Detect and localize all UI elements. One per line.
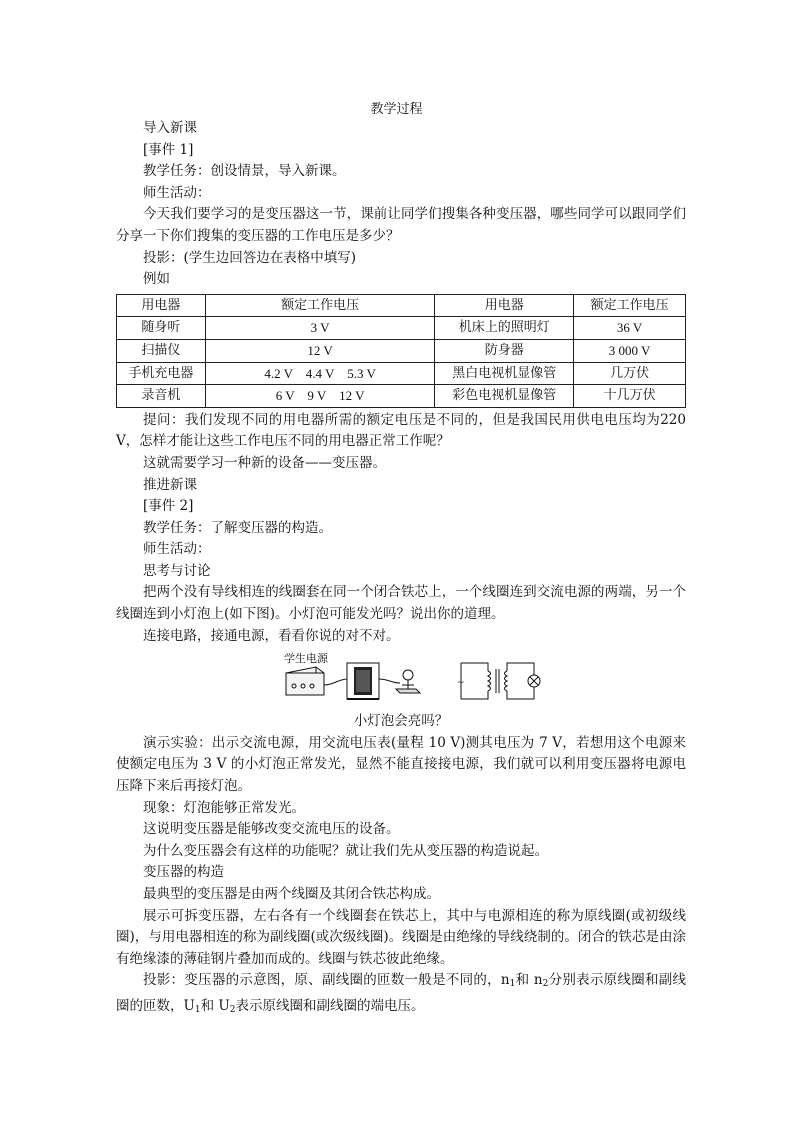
section-heading-intro: 导入新课 [143, 120, 197, 136]
show-paragraph: 展示可拆变压器，左右各有一个线圈套在铁芯上，其中与电源相连的称为原线圈(或初级线圈)，与用电器相连的称为副线圈(或次级线圈)。线圈是由绝缘的导线绕制的。闭合的铁芯是由涂有绝缘漆的薄硅钢片叠加而成的。线圈与铁芯彼此绝缘。 [116, 907, 686, 967]
table-row [117, 317, 686, 340]
intro-paragraph: 今天我们要学习的是变压器这一节，课前让同学们搜集各种变压器，哪些同学可以跟同学们分享一下你们搜集的变压器的工作电压是多少？ [116, 206, 686, 244]
activity-label-1: 师生活动： [143, 184, 211, 201]
transformer-icon [347, 663, 379, 699]
power-supply-label: 学生电源 [284, 652, 328, 666]
table-header: 额定工作电压 [205, 294, 435, 317]
proj-text: 表示原线圈和副线圈的端电压。 [235, 997, 425, 1014]
typical-line: 最典型的变压器是由两个线圈及其闭合铁芯构成。 [143, 886, 440, 902]
table-cell: 几万伏 [574, 362, 686, 385]
event-1-label: [事件 1] [143, 141, 194, 158]
subscript: 1 [509, 979, 516, 990]
proj-text: 和 n [515, 972, 543, 989]
table-cell: 36 V [574, 317, 686, 340]
figure-caption: 小灯泡会亮吗？ [353, 713, 449, 730]
table-cell: 12 V [205, 339, 435, 362]
table-cell: 3 V [205, 317, 435, 340]
table-cell: 防身器 [435, 339, 574, 362]
proj-text: 投影：变压器的示意图，原、副线圈的匝数一般是不同的，n [143, 972, 510, 989]
projection-paragraph [116, 970, 686, 1021]
circuit-schematic [457, 663, 540, 699]
need-transformer-line: 这就需要学习一种新的设备——变压器。 [143, 454, 386, 471]
transformer-illustration [116, 649, 686, 711]
task-2: 教学任务：了解变压器的构造。 [143, 519, 332, 536]
table-cell: 手机充电器 [117, 362, 206, 385]
setup-paragraph: 把两个没有导线相连的线圈套在同一个闭合铁芯上，一个线圈连到交流电源的两端，另一个线圈连到小灯泡上(如下图)。小灯泡可能发光吗？说出你的道理。 [116, 584, 686, 623]
table-cell: 4.2 V 4.4 V 5.3 V [205, 362, 435, 385]
wire [324, 679, 348, 685]
connect-line: 连接电路，接通电源，看看你说的对不对。 [143, 627, 400, 644]
table-cell: 录音机 [117, 385, 206, 408]
bulb-icon [396, 670, 420, 693]
wire [379, 679, 400, 683]
discussion-heading: 思考与讨论 [143, 562, 211, 579]
table-cell: 黑白电视机显像管 [435, 362, 574, 385]
question-paragraph: 提问：我们发现不同的用电器所需的额定电压是不同的，但是我国民用供电电压均为220 V，怎样才能让这些工作电压不同的用电器正常工作呢？ [116, 411, 686, 450]
demo-paragraph: 演示实验：出示交流电源，用交流电压表(量程 10 V)测其电压为 7 V，若想用这个电源来使额定电压为 3 V 的小灯泡正常发光，显然不能直接接电源，我们就可以利用变压器将电源电压降下来后再接灯泡。 [116, 734, 686, 795]
proj-text: 和 U [200, 997, 230, 1014]
task-1: 教学任务：创设情景，导入新课。 [143, 163, 346, 180]
phenomenon-line: 现象：灯泡能够正常发光。 [143, 799, 305, 816]
table-row [117, 362, 686, 385]
table-cell: 3 000 V [574, 339, 686, 362]
subscript: 2 [229, 1004, 236, 1015]
why-line: 为什么变压器会有这样的功能呢？就让我们先从变压器的构造说起。 [143, 842, 548, 859]
projection-note: 投影：(学生边回答边在表格中填写) [143, 249, 357, 266]
table-header: 用电器 [435, 294, 574, 317]
svg-text:~: ~ [457, 678, 465, 689]
conclusion-line: 这说明变压器是能够改变交流电压的设备。 [143, 821, 400, 838]
transformer-figure [116, 649, 686, 711]
power-supply-icon [286, 667, 324, 695]
subscript: 1 [194, 1004, 201, 1015]
activity-label-2: 师生活动： [143, 541, 211, 558]
example-label: 例如 [143, 271, 170, 288]
table-cell: 机床上的照明灯 [435, 317, 574, 340]
section-heading-new: 推进新课 [143, 476, 197, 493]
table-header: 额定工作电压 [574, 294, 686, 317]
page-title: 教学过程 [370, 102, 423, 117]
proj-text: 分别表示原线圈和副线圈的匝数，U [116, 972, 686, 1014]
table-header: 用电器 [117, 294, 206, 317]
table-header-row [117, 294, 686, 317]
subscript: 2 [542, 979, 549, 990]
event-2-label: [事件 2] [143, 498, 194, 515]
table-cell: 十几万伏 [574, 385, 686, 408]
voltage-table [116, 294, 686, 408]
table-row [117, 339, 686, 362]
content [116, 118, 686, 1022]
structure-heading: 变压器的构造 [143, 864, 224, 881]
table-cell: 彩色电视机显像管 [435, 385, 574, 408]
table-cell: 扫描仪 [117, 339, 206, 362]
table-cell: 随身听 [117, 317, 206, 340]
table-cell: 6 V 9 V 12 V [205, 385, 435, 408]
table-row [117, 385, 686, 408]
